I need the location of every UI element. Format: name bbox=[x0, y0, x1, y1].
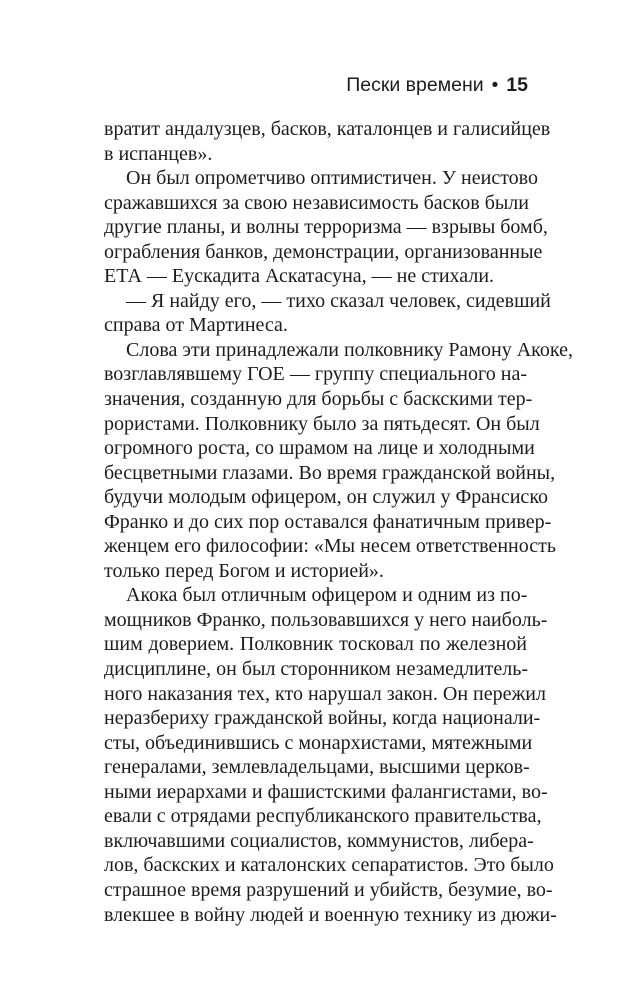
text-line: только перед Богом и историей». bbox=[104, 559, 384, 582]
text-line: мощников Франко, пользовавшихся у него наиболь- bbox=[104, 608, 548, 631]
text-line: ЕТА — Еускадита Аскатасуна, — не стихали. bbox=[104, 265, 495, 288]
text-line: сражавшихся за свою независимость басков были bbox=[104, 191, 529, 214]
text-line: лов, баскских и каталонских сепаратистов. Это было bbox=[104, 854, 554, 877]
text-line: рористами. Полковнику было за пятьдесят. Он был bbox=[104, 412, 540, 435]
body-text bbox=[104, 117, 573, 927]
text-line: другие планы, и волны терроризма — взрывы бомб, bbox=[104, 216, 548, 239]
text-line: бесцветными глазами. Во время гражданской войны, bbox=[104, 461, 556, 484]
text-line: ными иерархами и фашистскими фалангистами, во- bbox=[104, 780, 548, 803]
text-line: евали с отрядами республиканского правительства, bbox=[104, 805, 542, 828]
text-line: ограбления банков, демонстрации, организованные bbox=[104, 240, 543, 263]
text-line: Акока был отличным офицером и одним из по- bbox=[126, 584, 528, 607]
text-line: сты, объединившись с монархистами, мятежными bbox=[104, 731, 533, 754]
text-line: в испанцев». bbox=[104, 142, 213, 165]
text-line: включавшими социалистов, коммунистов, либера- bbox=[104, 829, 534, 852]
text-line: справа от Мартинеса. bbox=[104, 314, 288, 337]
text-line: возглавлявшему ГОЕ — группу специального на- bbox=[104, 363, 527, 386]
text-line: Франко и до сих пор оставался фанатичным привер- bbox=[104, 510, 552, 533]
running-head-separator: • bbox=[491, 75, 499, 96]
text-line: Слова эти принадлежали полковнику Рамону Акоке, bbox=[126, 338, 573, 361]
page-number: 15 bbox=[506, 74, 528, 96]
text-line: страшное время разрушений и убийств, безумие, во- bbox=[104, 878, 553, 901]
text-line: ного наказания тех, кто нарушал закон. Он пережил bbox=[104, 682, 546, 705]
text-line: — Я найду его, — тихо сказал человек, сидевший bbox=[126, 289, 551, 312]
text-line: шим доверием. Полковник тосковал по железной bbox=[104, 633, 527, 656]
text-line: будучи молодым офицером, он служил у Франсиско bbox=[104, 486, 549, 509]
text-line: вратит андалузцев, басков, каталонцев и галисийцев bbox=[104, 118, 551, 140]
text-line: влекшее в войну людей и военную технику из дюжи- bbox=[104, 903, 557, 926]
running-head-title: Пески времени bbox=[346, 74, 484, 96]
text-line: неразбериху гражданской войны, когда национали- bbox=[104, 707, 541, 730]
text-line: женцем его философии: «Мы несем ответственность bbox=[104, 535, 556, 558]
text-line: огромного роста, со шрамом на лице и холодными bbox=[104, 437, 535, 460]
text-line: дисциплине, он был сторонником незамедлитель- bbox=[104, 658, 528, 681]
text-line: генералами, землевладельцами, высшими церков- bbox=[104, 756, 530, 779]
text-line: значения, созданную для борьбы с баскскими тер- bbox=[104, 388, 533, 411]
running-head bbox=[346, 74, 528, 102]
text-line: Он был опрометчиво оптимистичен. У неистово bbox=[126, 167, 538, 190]
